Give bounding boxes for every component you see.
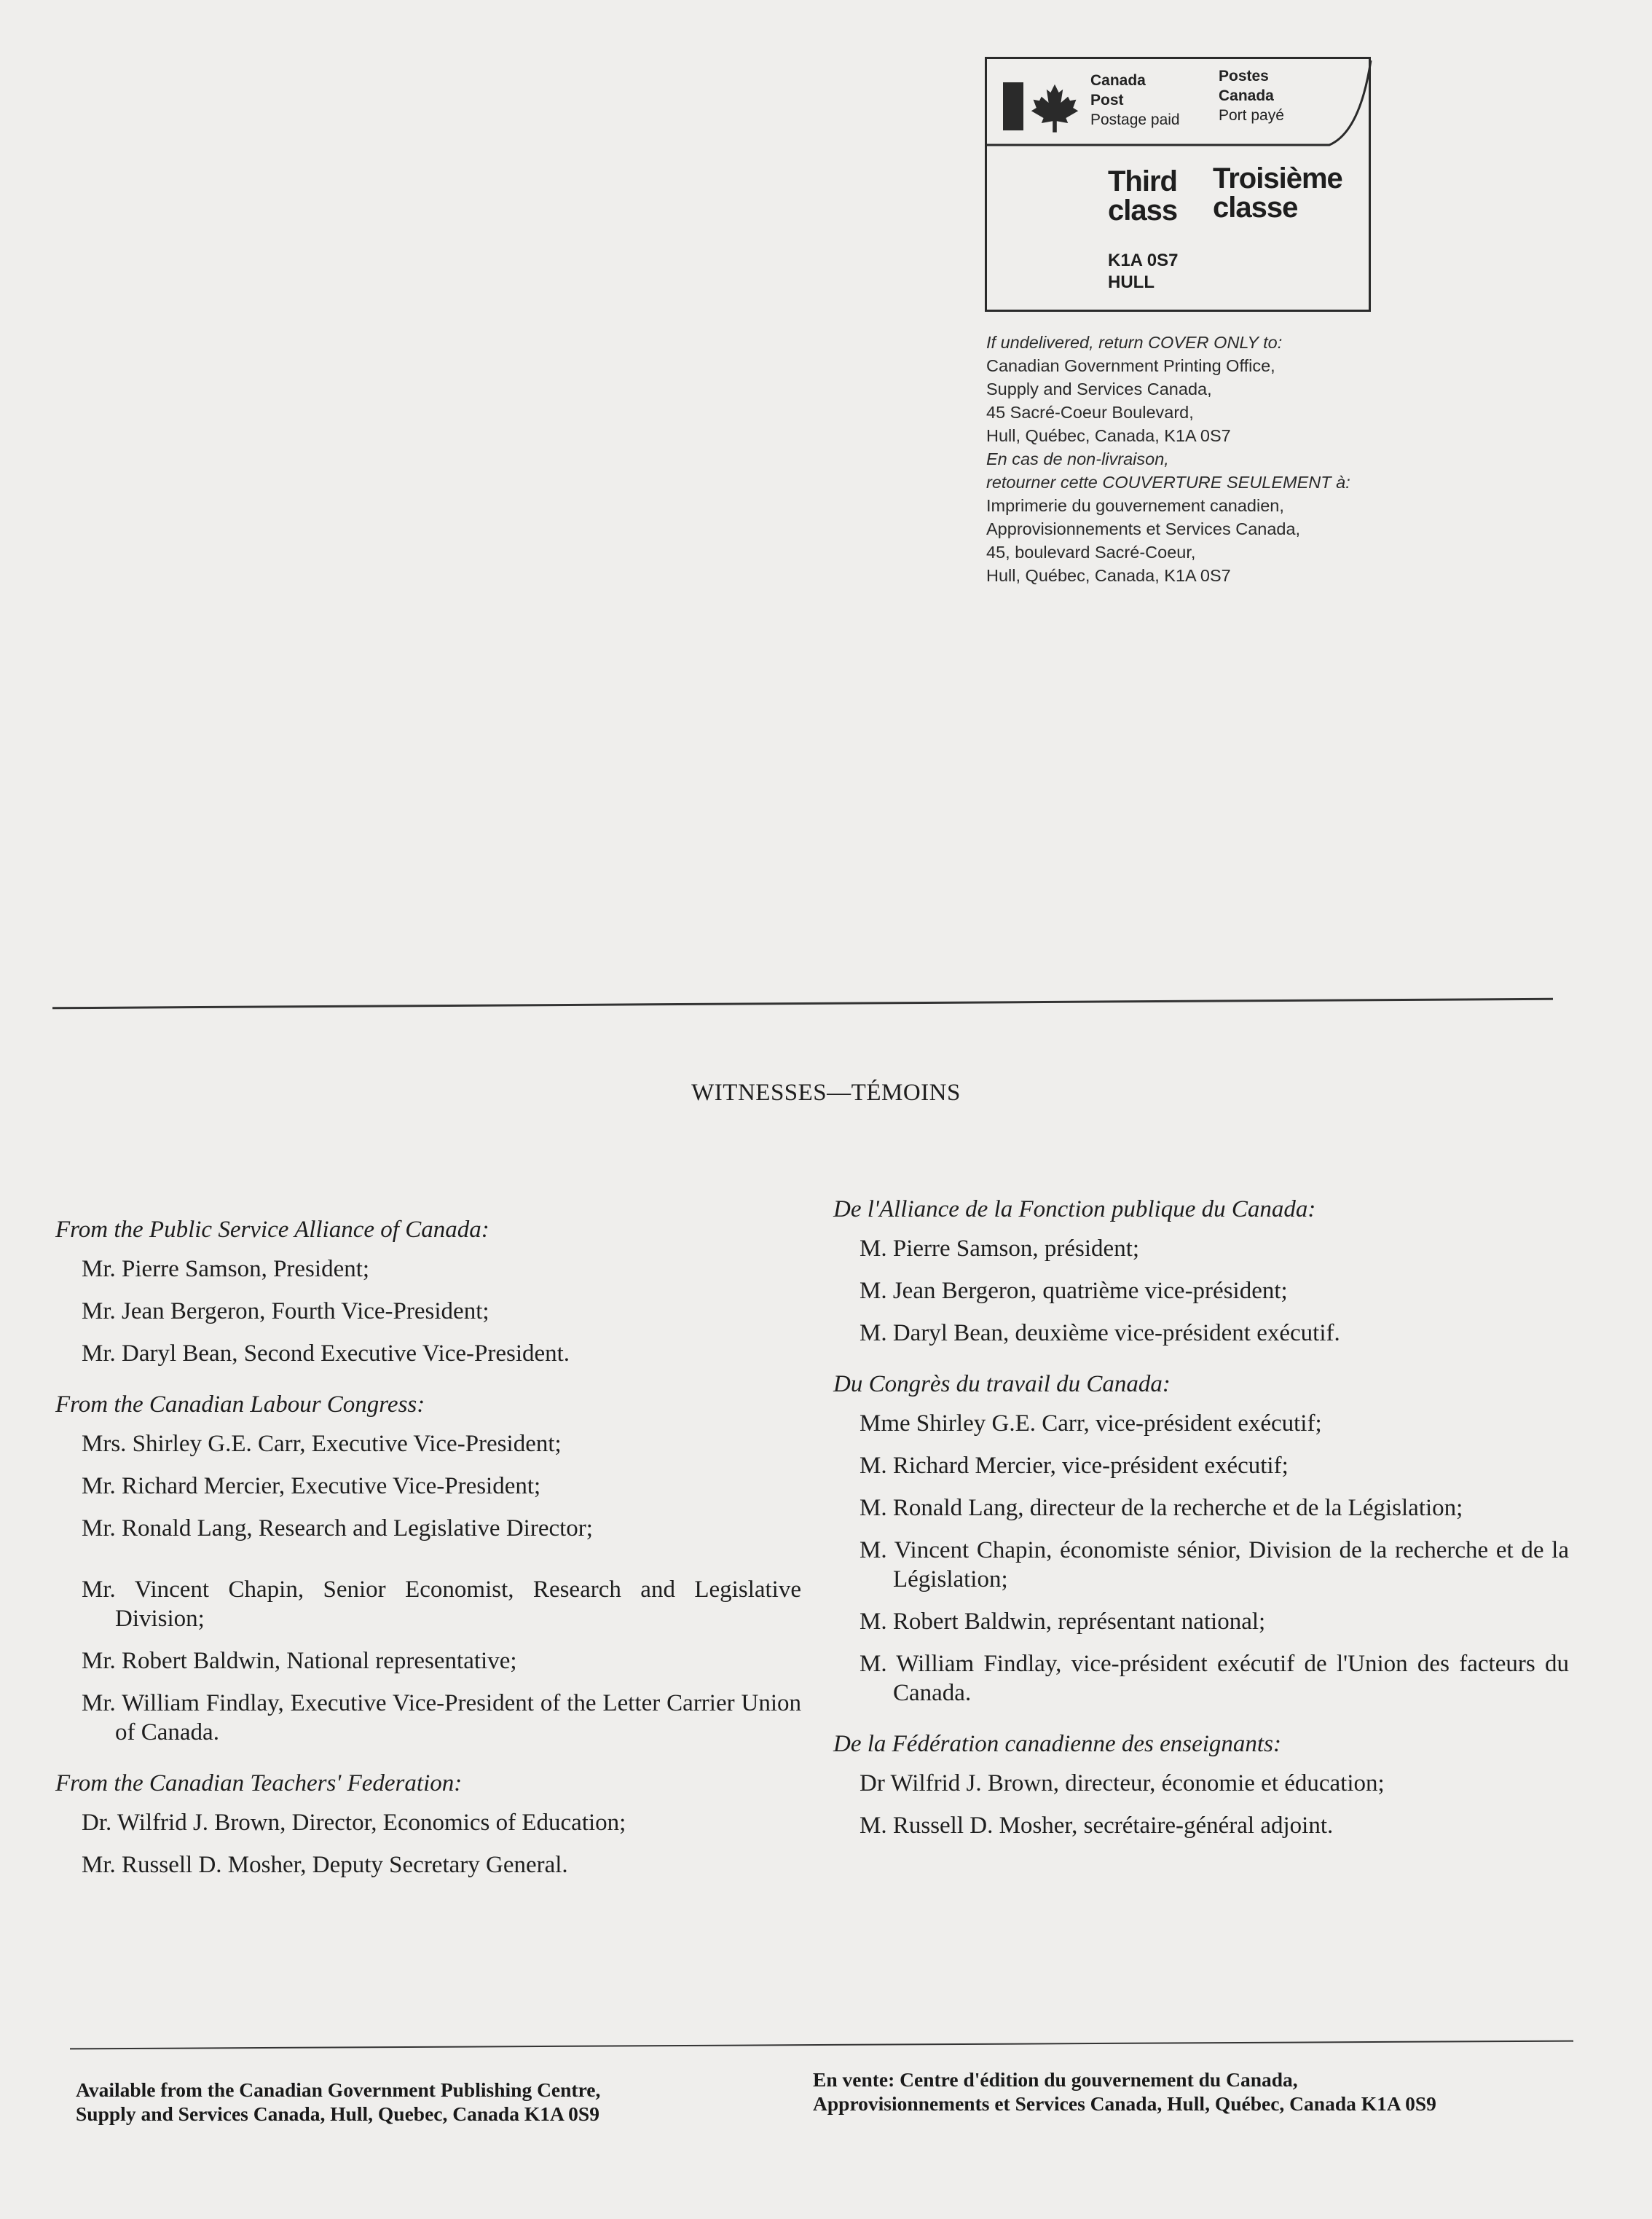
postes-line1: Postes — [1219, 68, 1269, 85]
group-heading: Du Congrès du travail du Canada: — [833, 1371, 1171, 1397]
witness-entry: Mr. Robert Baldwin, National representative; — [82, 1648, 517, 1674]
postes-line2: Canada — [1219, 87, 1274, 104]
return-line: Supply and Services Canada, — [986, 380, 1212, 398]
class-en-1: Third — [1108, 165, 1177, 197]
return-intro-fr-2: retourner cette COUVERTURE SEULEMENT à: — [986, 473, 1350, 492]
witness-entry: Dr. Wilfrid J. Brown, Director, Economics of Education; — [82, 1810, 626, 1836]
witness-entry: M. Russell D. Mosher, secrétaire-général adjoint. — [860, 1812, 1334, 1839]
witness-entry: M. Pierre Samson, président; — [860, 1236, 1140, 1262]
witness-entry: M. Daryl Bean, deuxième vice-président exécutif. — [860, 1320, 1340, 1346]
witness-entry: Mr. Russell D. Mosher, Deputy Secretary General. — [82, 1852, 568, 1878]
witness-entry: Mr. Pierre Samson, President; — [82, 1256, 370, 1282]
class-en-2: class — [1108, 195, 1178, 227]
canada-flag-bar-icon — [1003, 82, 1023, 130]
witness-entry: M. Robert Baldwin, représentant national; — [860, 1609, 1266, 1635]
class-french — [1213, 164, 1342, 222]
return-line: Hull, Québec, Canada, K1A 0S7 — [986, 426, 1231, 445]
divider-rule — [52, 998, 1553, 1010]
witness-entry: M. Jean Bergeron, quatrième vice-président; — [860, 1278, 1288, 1304]
group-heading: De l'Alliance de la Fonction publique du Canada: — [833, 1196, 1316, 1222]
witness-entry: Mr. Jean Bergeron, Fourth Vice-President; — [82, 1298, 489, 1324]
footer-fr-line2: Approvisionnements et Services Canada, Hull, Québec, Canada K1A 0S9 — [813, 2092, 1436, 2115]
witnesses-english — [55, 1215, 801, 1893]
indicia-header — [987, 59, 1369, 145]
witness-entry: M. Ronald Lang, directeur de la recherche et de la Législation; — [860, 1495, 1463, 1521]
witness-entry: Mr. Daryl Bean, Second Executive Vice-President. — [82, 1340, 570, 1367]
group-heading: From the Canadian Teachers' Federation: — [55, 1770, 463, 1796]
class-fr-2: classe — [1213, 192, 1298, 224]
return-line: Canadian Government Printing Office, — [986, 356, 1275, 375]
postage-paid: Postage paid — [1090, 111, 1180, 128]
city: HULL — [1108, 272, 1155, 292]
footer-french — [813, 2067, 1436, 2116]
canada-post-line2: Post — [1090, 92, 1124, 109]
canada-post-line1: Canada — [1090, 72, 1146, 89]
page-heading: WITNESSES—TÉMOINS — [691, 1080, 961, 1106]
group-heading: De la Fédération canadienne des enseignants: — [833, 1731, 1281, 1757]
return-line: 45 Sacré-Coeur Boulevard, — [986, 403, 1194, 422]
witness-entry: M. Richard Mercier, vice-président exécutif; — [860, 1453, 1289, 1479]
return-line: Imprimerie du gouvernement canadien, — [986, 496, 1284, 515]
witness-entry: Mme Shirley G.E. Carr, vice-président exécutif; — [860, 1410, 1322, 1437]
class-fr-1: Troisième — [1213, 162, 1342, 195]
footer-english — [76, 2078, 600, 2126]
witness-entry: Mr. Ronald Lang, Research and Legislative Director; — [82, 1515, 593, 1541]
postes-canada-label — [1219, 66, 1284, 125]
postage-indicia — [985, 57, 1371, 312]
canada-post-label — [1090, 71, 1180, 130]
witness-entry: Dr Wilfrid J. Brown, directeur, économie et éducation; — [860, 1770, 1385, 1796]
return-line: 45, boulevard Sacré-Coeur, — [986, 543, 1196, 562]
witness-entry: M. Vincent Chapin, économiste sénior, Division de la recherche et de la Législation; — [860, 1537, 1569, 1592]
group-heading: From the Public Service Alliance of Canada: — [55, 1217, 489, 1243]
group-heading: From the Canadian Labour Congress: — [55, 1391, 425, 1418]
witness-entry: Mr. William Findlay, Executive Vice-President of the Letter Carrier Union of Canada. — [82, 1690, 801, 1745]
return-intro-en: If undelivered, return COVER ONLY to: — [986, 333, 1283, 352]
indicia-address — [1108, 250, 1179, 294]
return-intro-fr-1: En cas de non-livraison, — [986, 449, 1169, 468]
witness-entry: Mr. Vincent Chapin, Senior Economist, Research and Legislative Division; — [82, 1576, 801, 1632]
footer-en-line2: Supply and Services Canada, Hull, Quebec, Canada K1A 0S9 — [76, 2102, 599, 2125]
port-paye: Port payé — [1219, 107, 1284, 124]
return-address — [986, 331, 1496, 587]
postal-code: K1A 0S7 — [1108, 251, 1179, 270]
witness-entry: M. William Findlay, vice-président exécutif de l'Union des facteurs du Canada. — [860, 1651, 1569, 1706]
witness-entry: Mrs. Shirley G.E. Carr, Executive Vice-President; — [82, 1431, 562, 1457]
footer-rule — [70, 2041, 1573, 2050]
maple-leaf-icon — [1029, 81, 1080, 135]
return-line: Approvisionnements et Services Canada, — [986, 519, 1301, 538]
witnesses-french — [833, 1195, 1569, 1853]
class-english — [1108, 167, 1177, 225]
witness-entry: Mr. Richard Mercier, Executive Vice-President; — [82, 1473, 541, 1499]
footer-fr-line1: En vente: Centre d'édition du gouvernement du Canada, — [813, 2068, 1298, 2091]
footer-en-line1: Available from the Canadian Government Publishing Centre, — [76, 2078, 601, 2101]
return-line: Hull, Québec, Canada, K1A 0S7 — [986, 566, 1231, 585]
